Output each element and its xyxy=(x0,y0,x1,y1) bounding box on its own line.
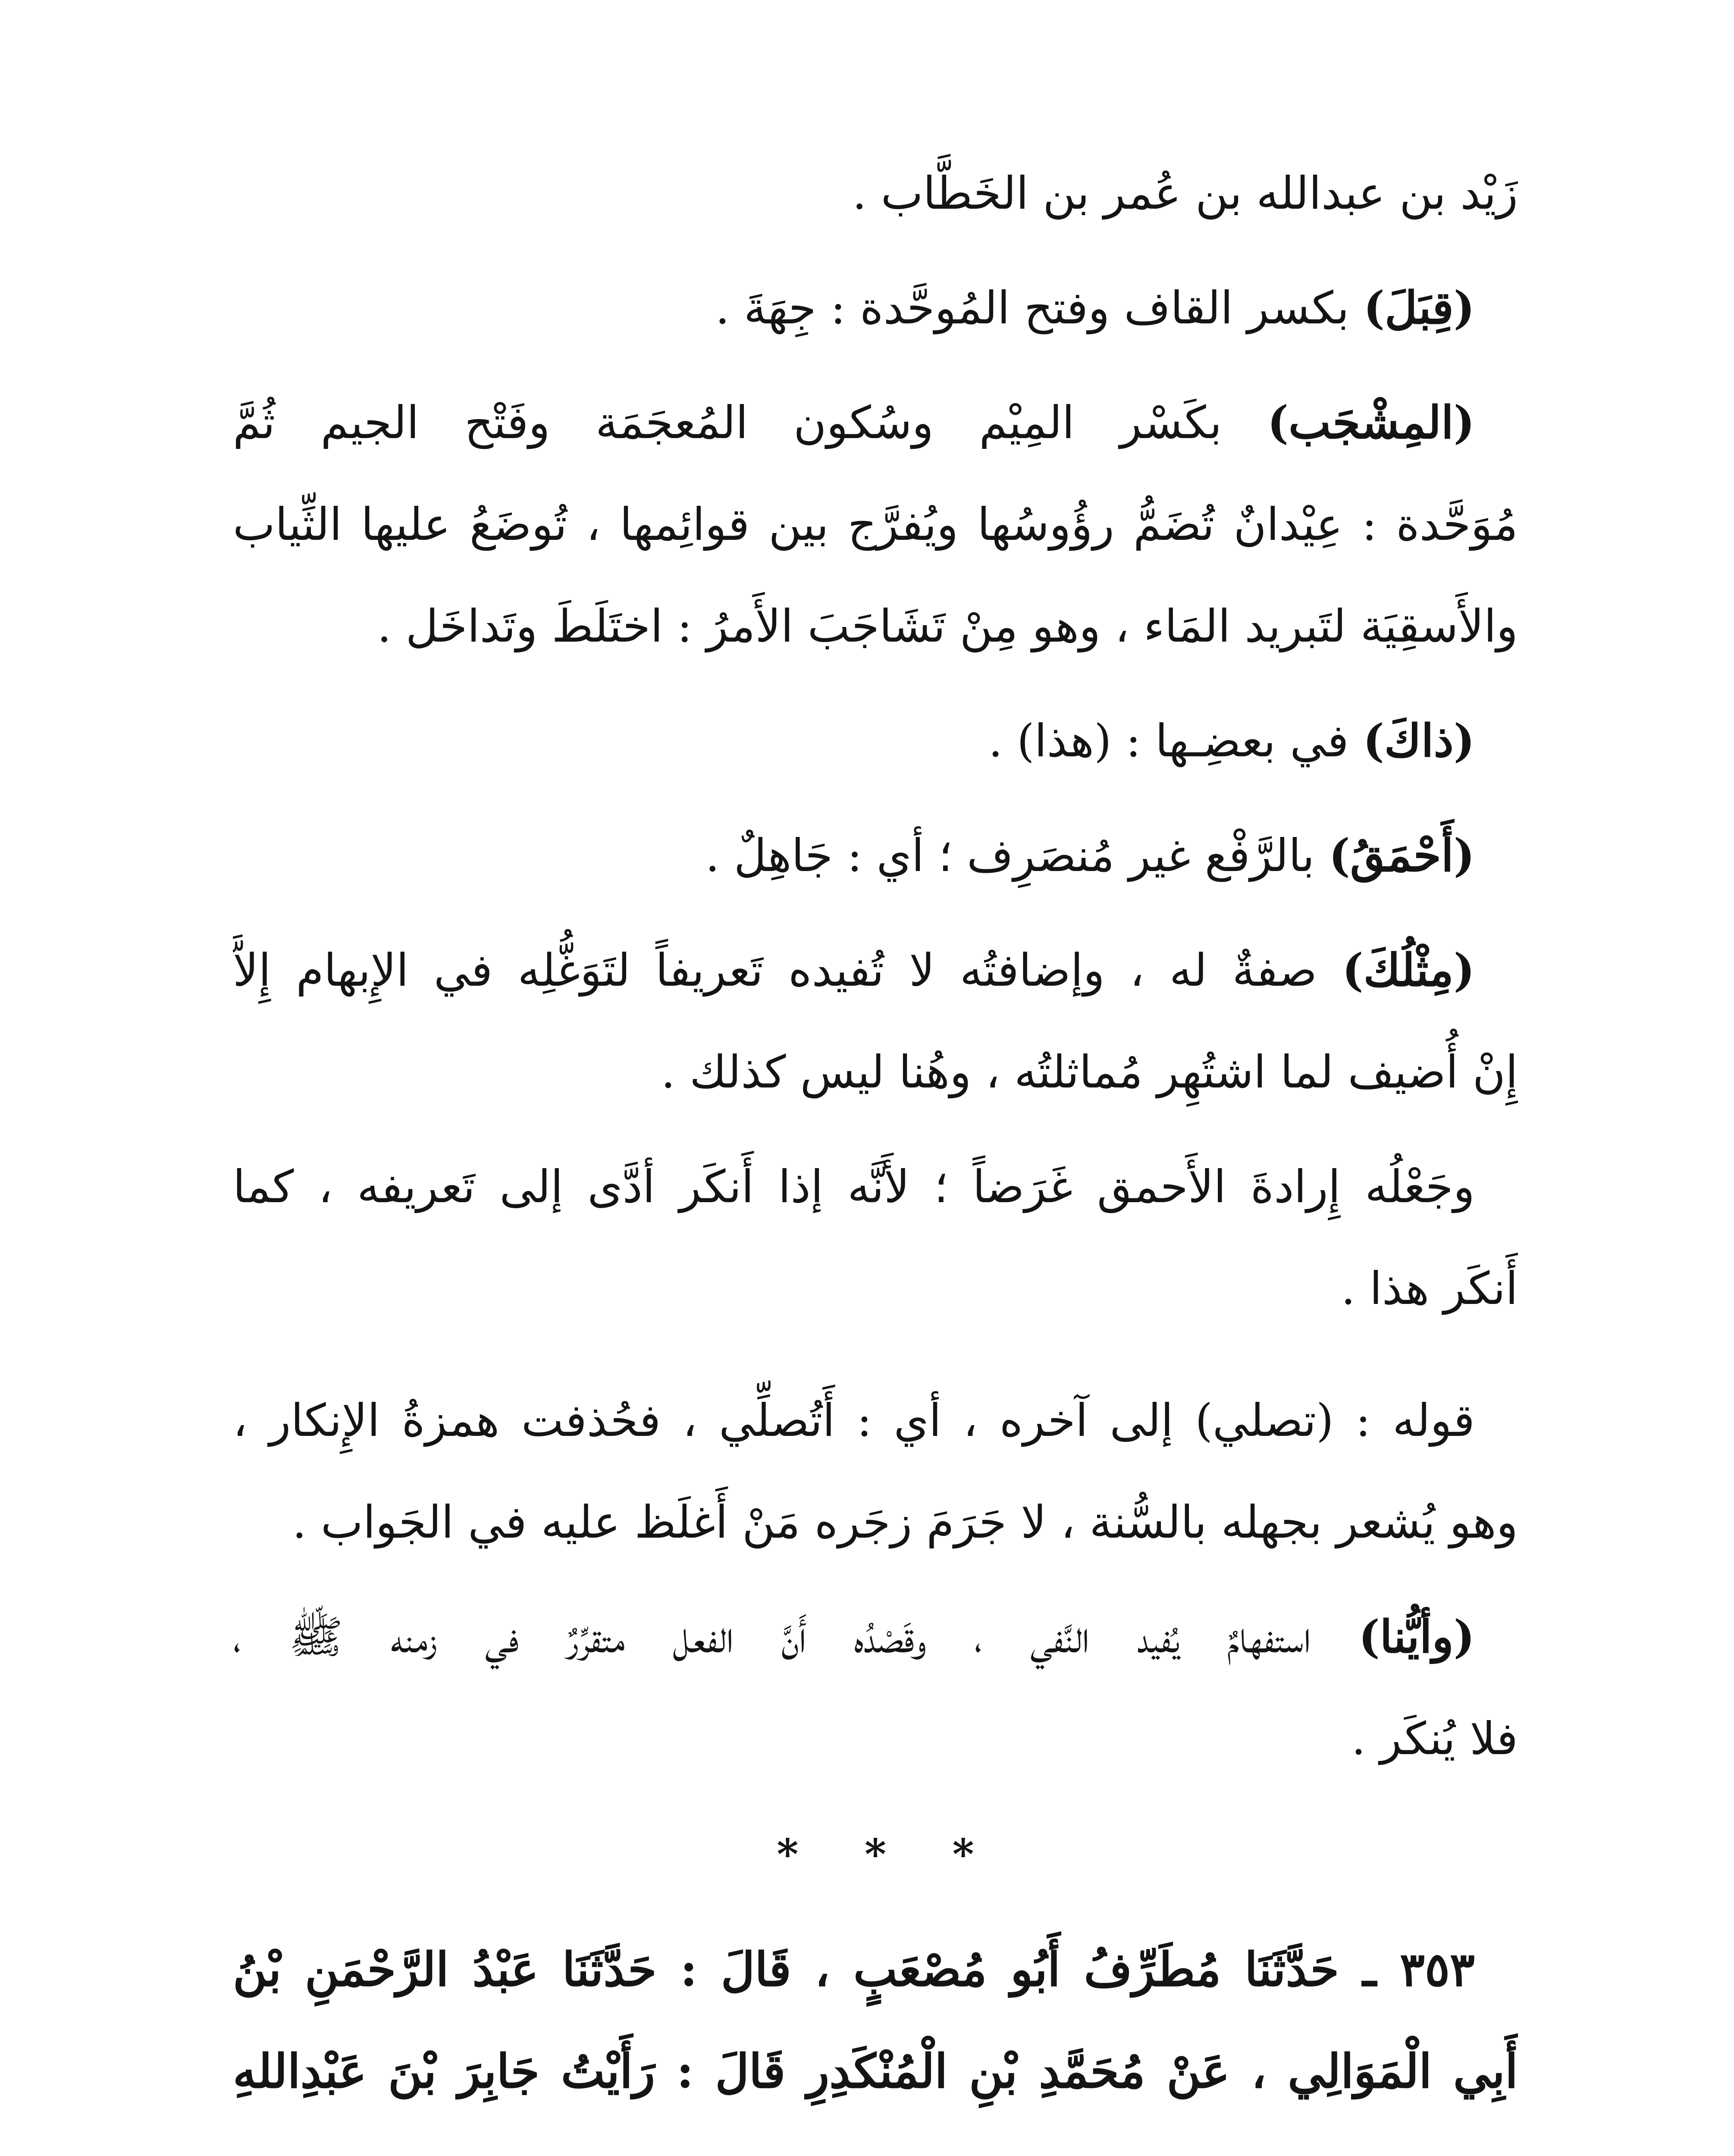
paragraph-dhaka xyxy=(233,690,1518,792)
hadith-text xyxy=(233,1919,1518,2122)
hadith-line: أَبِي الْمَوَالِي ، عَنْ مُحَمَّدِ بْنِ الْمُنْكَدِرِ قَالَ : رَأَيْتُ جَابِرَ بْنَ عَبْدِاللهِ xyxy=(233,2044,1518,2099)
text-line: قوله : (تصلي) إلى آخره ، أي : أَتُصلِّي ، فحُذفت همزةُ الإِنكار ، xyxy=(233,1394,1475,1447)
text-line: مُوَحَّدة : عِيْدانٌ تُضَمُّ رؤُوسُها ويُفرَّج بين قوائِمها ، تُوضَعُ عليها الثِّياب xyxy=(233,498,1518,551)
text-line: (المِشْجَب) بكَسْر المِيْم وسُكون المُعجَمَة وفَتْح الجيم ثُمَّ xyxy=(233,396,1475,449)
page-text-body xyxy=(233,142,1518,2122)
text-line: (ذاكَ) في بعضِـها : (هذا) . xyxy=(988,714,1475,767)
glossed-term: (مِثْلُكَ) xyxy=(1342,943,1475,997)
glossed-term: (قِبَلَ) xyxy=(1363,281,1475,334)
text-line: وجَعْلُه إِرادةَ الأَحمق غَرَضاً ؛ لأَنَّه إذا أَنكَر أدَّى إلى تَعريفه ، كما xyxy=(233,1160,1475,1213)
paragraph-jalahu xyxy=(233,1136,1518,1339)
glossed-term: (وأيُّنا) xyxy=(1358,1610,1475,1663)
text-line: (مِثْلُكَ) صفةٌ له ، وإضافتُه لا تُفيده تَعريفاً لتَوَغُّلِه في الإِبهام إِلاَّ xyxy=(233,943,1475,997)
text-line: (وأيُّنا) استفهامٌ يُفيد النَّفي ، وقَصْدُه أَنَّ الفعل متقرِّرٌ في زمنه ﷺ ، xyxy=(233,1610,1475,1663)
paragraph-narrator-name xyxy=(233,142,1518,244)
text-line: إِنْ أُضيف لما اشتُهِر مُماثلتُه ، وهُنا ليس كذلك . xyxy=(661,1046,1518,1098)
text-line: والأَسقِيَة لتَبريد المَاء ، وهو مِنْ تَشَاجَبَ الأَمرُ : اختَلَطَ وتَداخَل . xyxy=(377,600,1518,652)
text-line: وهو يُشعر بجهله بالسُّنة ، لا جَرَمَ زجَره مَنْ أَغلَظ عليه في الجَواب . xyxy=(292,1496,1518,1548)
text-line: (قِبَلَ) بكسر القاف وفتح المُوحَّدة : جِهَةَ . xyxy=(715,281,1475,334)
glossed-term: (ذاكَ) xyxy=(1363,714,1475,767)
text-line: أَنكَر هذا . xyxy=(1341,1262,1518,1315)
text-line: زَيْد بن عبدالله بن عُمر بن الخَطَّاب . xyxy=(852,167,1518,219)
paragraph-qibala xyxy=(233,257,1518,359)
paragraph-mithluka xyxy=(233,919,1518,1123)
glossed-term: (أَحْمَقُ) xyxy=(1329,829,1475,882)
paragraph-qawluhu xyxy=(233,1369,1518,1573)
text-line: (أَحْمَقُ) بالرَّفْع غير مُنصَرِف ؛ أي : جَاهِلٌ . xyxy=(705,829,1475,882)
hadith-line: ٣٥٣ ـ حَدَّثَنَا مُطَرِّفُ أَبُو مُصْعَبٍ ، قَالَ : حَدَّثَنَا عَبْدُ الرَّحْمَنِ بْنُ xyxy=(233,1943,1475,1997)
paragraph-ayyuna xyxy=(233,1586,1518,1789)
section-separator: * * * xyxy=(777,1830,1000,1879)
paragraph-mishjab xyxy=(233,372,1518,677)
glossed-term: (المِشْجَب) xyxy=(1267,396,1475,449)
paragraph-ahmaq xyxy=(233,805,1518,906)
text-line: فلا يُنكَر . xyxy=(1351,1712,1518,1765)
